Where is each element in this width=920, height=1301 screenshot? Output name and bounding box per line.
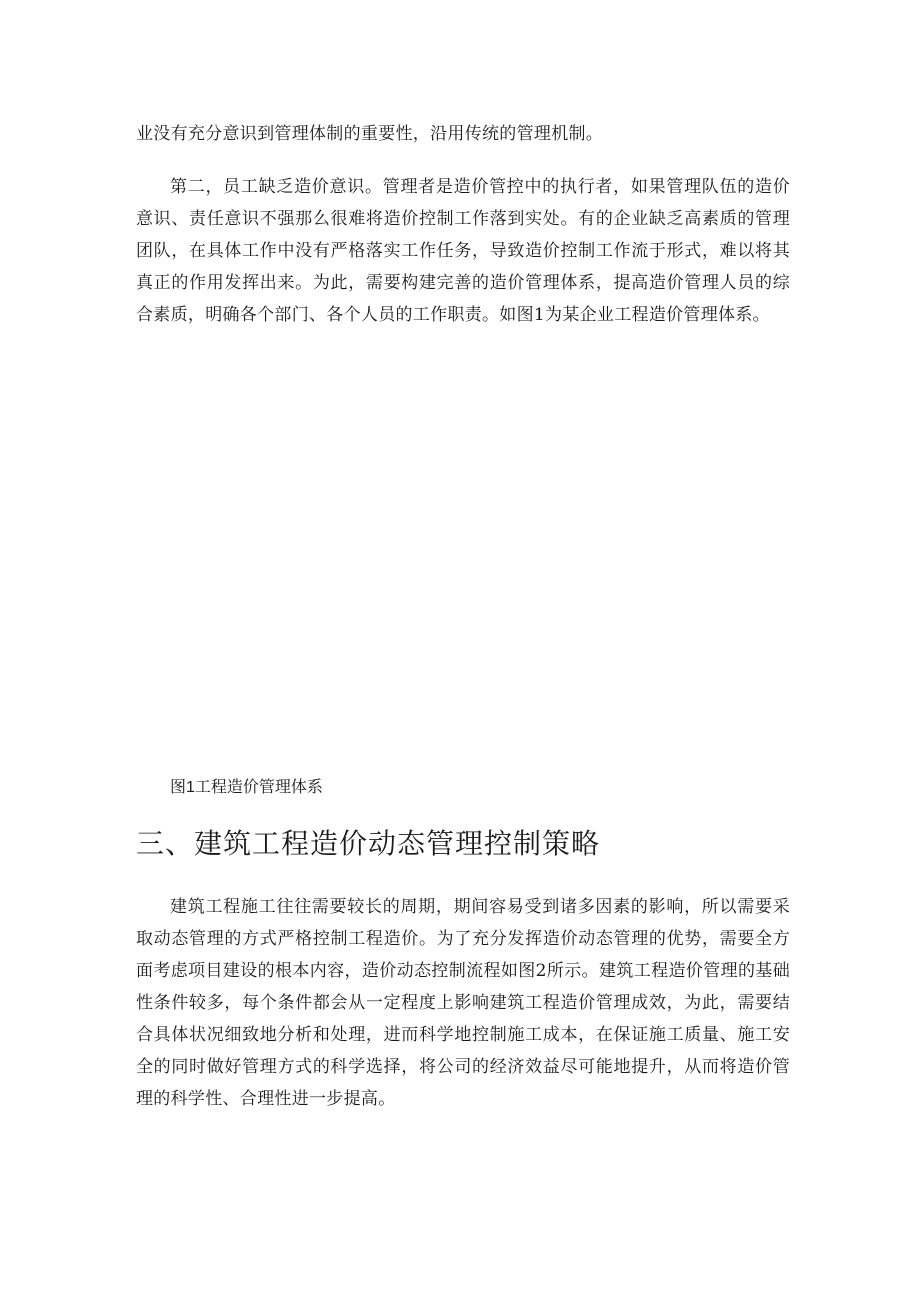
figure-1-placeholder (136, 360, 790, 750)
paragraph-dynamic-management: 建筑工程施工往往需要较长的周期，期间容易受到诸多因素的影响，所以需要采取动态管理的方式严格控制工程造价。为了充分发挥造价动态管理的优势，需要全方面考虑项目建设的根本内容，造价动态控制流程如图2所示。建筑工程造价管理的基础性条件较多，每个条件都会从一定程度上影响建筑工程造价管理成效，为此，需要结合具体状况细致地分析和处理，进而科学地控制施工成本，在保证施工质量、施工安全的同时做好管理方式的科学选择，将公司的经济效益尽可能地提升，从而将造价管理的科学性、合理性进一步提高。 (136, 897, 790, 1109)
paragraph-staff-awareness: 第二，员工缺乏造价意识。管理者是造价管控中的执行者，如果管理队伍的造价意识、责任意识不强那么很难将造价控制工作落到实处。有的企业缺乏高素质的管理团队，在具体工作中没有严格落实工作任务，导致造价控制工作流于形式，难以将其真正的作用发挥出来。为此，需要构建完善的造价管理体系，提高造价管理人员的综合素质，明确各个部门、各个人员的工作职责。如图1为某企业工程造价管理体系。 (136, 177, 790, 325)
figure-1-caption: 图1工程造价管理体系 (170, 779, 323, 796)
section-heading: 三、建筑工程造价动态管理控制策略 (136, 827, 601, 860)
paragraph-continued: 业没有充分意识到管理体制的重要性，沿用传统的管理机制。 (136, 124, 604, 144)
